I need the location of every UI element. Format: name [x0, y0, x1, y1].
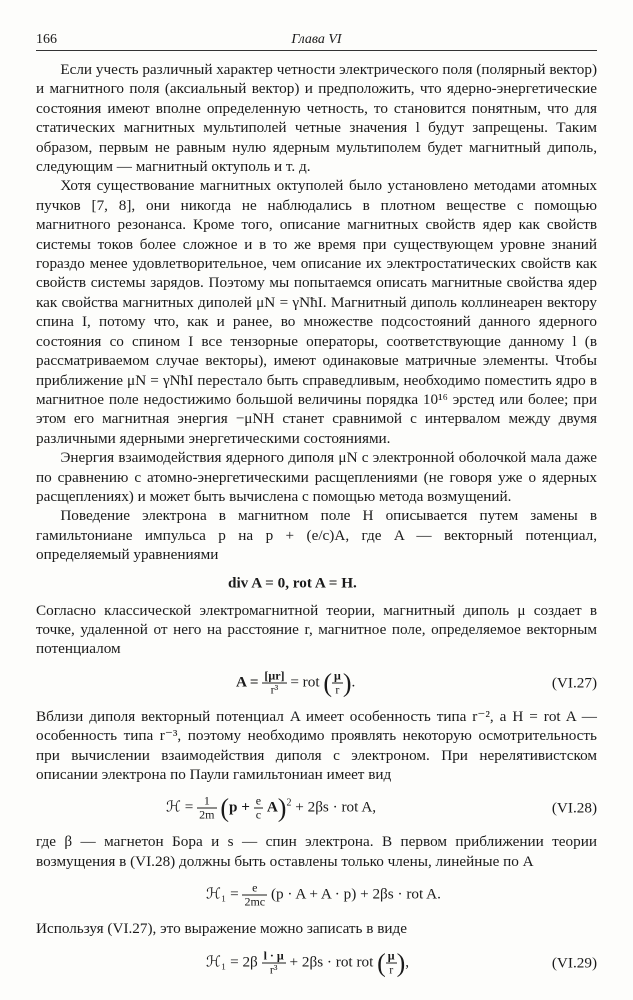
- eq28-a: p +: [228, 798, 250, 816]
- eq28-inner-fraction: [254, 795, 263, 822]
- eq27-end: .: [351, 673, 356, 691]
- eq28-paren-open: (: [220, 793, 229, 823]
- eq29-paren-open: (: [377, 947, 386, 977]
- equation-div-rot: [36, 569, 597, 597]
- equation-div-rot-text: div A = 0, rot A = H.: [228, 573, 357, 591]
- eq27-num: [μr]: [264, 668, 285, 683]
- paragraph-6: Вблизи диполя векторный потенциал A имеет особенность типа r⁻², а H = rot A — особенность типа r⁻³, поэтому необходимо проявлять некоторую осмотрительность при вычислении взаимодействия диполя с электроном. При нерелятивистском описании электрона по Паули гамильтониан имеет вид: [36, 707, 597, 783]
- paragraph-8: Используя (VI.27), это выражение можно записать в виде: [36, 920, 408, 938]
- paragraph-5: Согласно классической электромагнитной теории, магнитный диполь μ создает в точке, удаленной от него на расстояние r, магнитное поле, определяемое векторным потенциалом: [36, 601, 597, 658]
- eq28-label: (VI.28): [551, 799, 597, 817]
- eq28-fraction: [197, 795, 216, 822]
- page-number: 166: [36, 32, 57, 47]
- eq29-num: l · μ: [263, 948, 284, 963]
- eq28-rest: + 2βs · rot A,: [295, 798, 377, 816]
- eq29-pden: r: [389, 962, 394, 977]
- paragraph-4: Поведение электрона в магнитном поле H описывается путем замены в гамильтониане импульса p на p + (e/c)A, где A — векторный потенциал, определяемый уравнениями: [36, 507, 597, 564]
- eq27-label: (VI.27): [551, 674, 597, 692]
- eqh1-fraction: [242, 882, 267, 909]
- eq29-lhs: ℋ₁ = 2β: [206, 953, 258, 971]
- eq28-anum: e: [255, 793, 262, 808]
- eq27-pden: r: [335, 682, 340, 697]
- eq27-den: r³: [270, 682, 279, 697]
- eqh1-den: 2mc: [244, 894, 266, 909]
- eq28-lhs: ℋ =: [166, 798, 194, 816]
- eq29-end: ,: [405, 953, 410, 971]
- equation-vi29: [36, 943, 597, 983]
- paragraph-2: Хотя существование магнитных октуполей было установлено методами атомных пучков [7, 8], они никогда не наблюдались в плотном веществе с помощью магнитного резонанса. Кроме того, описание магнитных свойств ядер как свойств системы токов более сложное и в то же время при существующем уровне знаний гораздо менее удовлетворительное, чем описание их электростатических свойств как свойств системы зарядов. Поэтому мы попытаемся описать магнитные свойства ядер как свойства магнитных диполей μN = γNħI. Магнитный диполь коллинеарен вектору спина I, потому что, как и ранее, во множестве подсостояний данного ядерного состояния со спином I все тензорные операторы, соответствующие данному l (в рассматриваемом случае векторы), имеют одинаковые матричные элементы. Чтобы приближение μN = γNħI перестало быть справедливым, необходимо поместить ядро в магнитное поле недостижимо большой величины порядка 10¹⁶ эрстед или более; при этом его магнитная энергия −μNH станет сравнимой с интервалом между двумя различными ядерными энергетическими состояниями.: [36, 177, 597, 447]
- eq29-paren-close: ): [396, 947, 406, 977]
- eq29-den: r³: [269, 962, 278, 977]
- eq29-pnum: μ: [387, 948, 395, 963]
- eq27-fraction: [262, 669, 286, 696]
- eqh1-rest: (p · A + A · p) + 2βs · rot A.: [270, 885, 441, 903]
- running-header: [36, 30, 597, 51]
- eq29-paren-fraction: [386, 949, 397, 976]
- paragraph-1: Если учесть различный характер четности электрического поля (полярный вектор) и магнитного поля (аксиальный вектор) и предположить, что ядерно-энергетические состояния имеют вполне определенную четность, то становится понятным, что для статических магнитных мультиполей четные значения l будут запрещены. Таким образом, первым не равным нулю ядерным мультиполем будет магнитный диполь, следующим — магнитный октуполь и т. д.: [36, 61, 597, 176]
- eq27-mid: = rot: [290, 673, 320, 691]
- eq27-paren-fraction: [332, 669, 343, 696]
- eq28-b: A: [266, 798, 278, 816]
- chapter-title: Глава VI: [291, 32, 342, 47]
- equation-vi27: [36, 663, 597, 703]
- paragraph-7: где β — магнетон Бора и s — спин электрона. В первом приближении теории возмущения в (VI.28) должны быть оставлены только члены, линейные по A: [36, 833, 597, 870]
- eqh1-num: e: [242, 882, 267, 896]
- eq27-pnum: μ: [334, 668, 341, 683]
- paragraph-3: Энергия взаимодействия ядерного диполя μN с электронной оболочкой мала даже по сравнению с атомно-энергетическими расщеплениями (не говоря уже о ядерных расщеплениях) и может быть вычислена с помощью метода возмущений.: [36, 449, 597, 505]
- equation-h1: [36, 875, 597, 915]
- eq27-paren-open: (: [323, 668, 333, 698]
- eqh1-lhs: ℋ₁ =: [206, 885, 239, 903]
- eq28-paren-close: ): [277, 793, 287, 823]
- eq27-paren-close: ): [342, 668, 352, 698]
- eq29-label: (VI.29): [551, 953, 597, 971]
- eq28-den: 2m: [199, 807, 215, 822]
- equation-vi28: [36, 788, 597, 828]
- main-text: [36, 60, 597, 987]
- eq29-mid: + 2βs · rot rot: [289, 953, 374, 971]
- eq27-lhs: A =: [236, 673, 259, 691]
- eq28-num: 1: [197, 795, 216, 809]
- eq28-square: 2: [286, 797, 292, 809]
- eq28-aden: c: [255, 807, 262, 822]
- eq29-fraction: [262, 949, 286, 976]
